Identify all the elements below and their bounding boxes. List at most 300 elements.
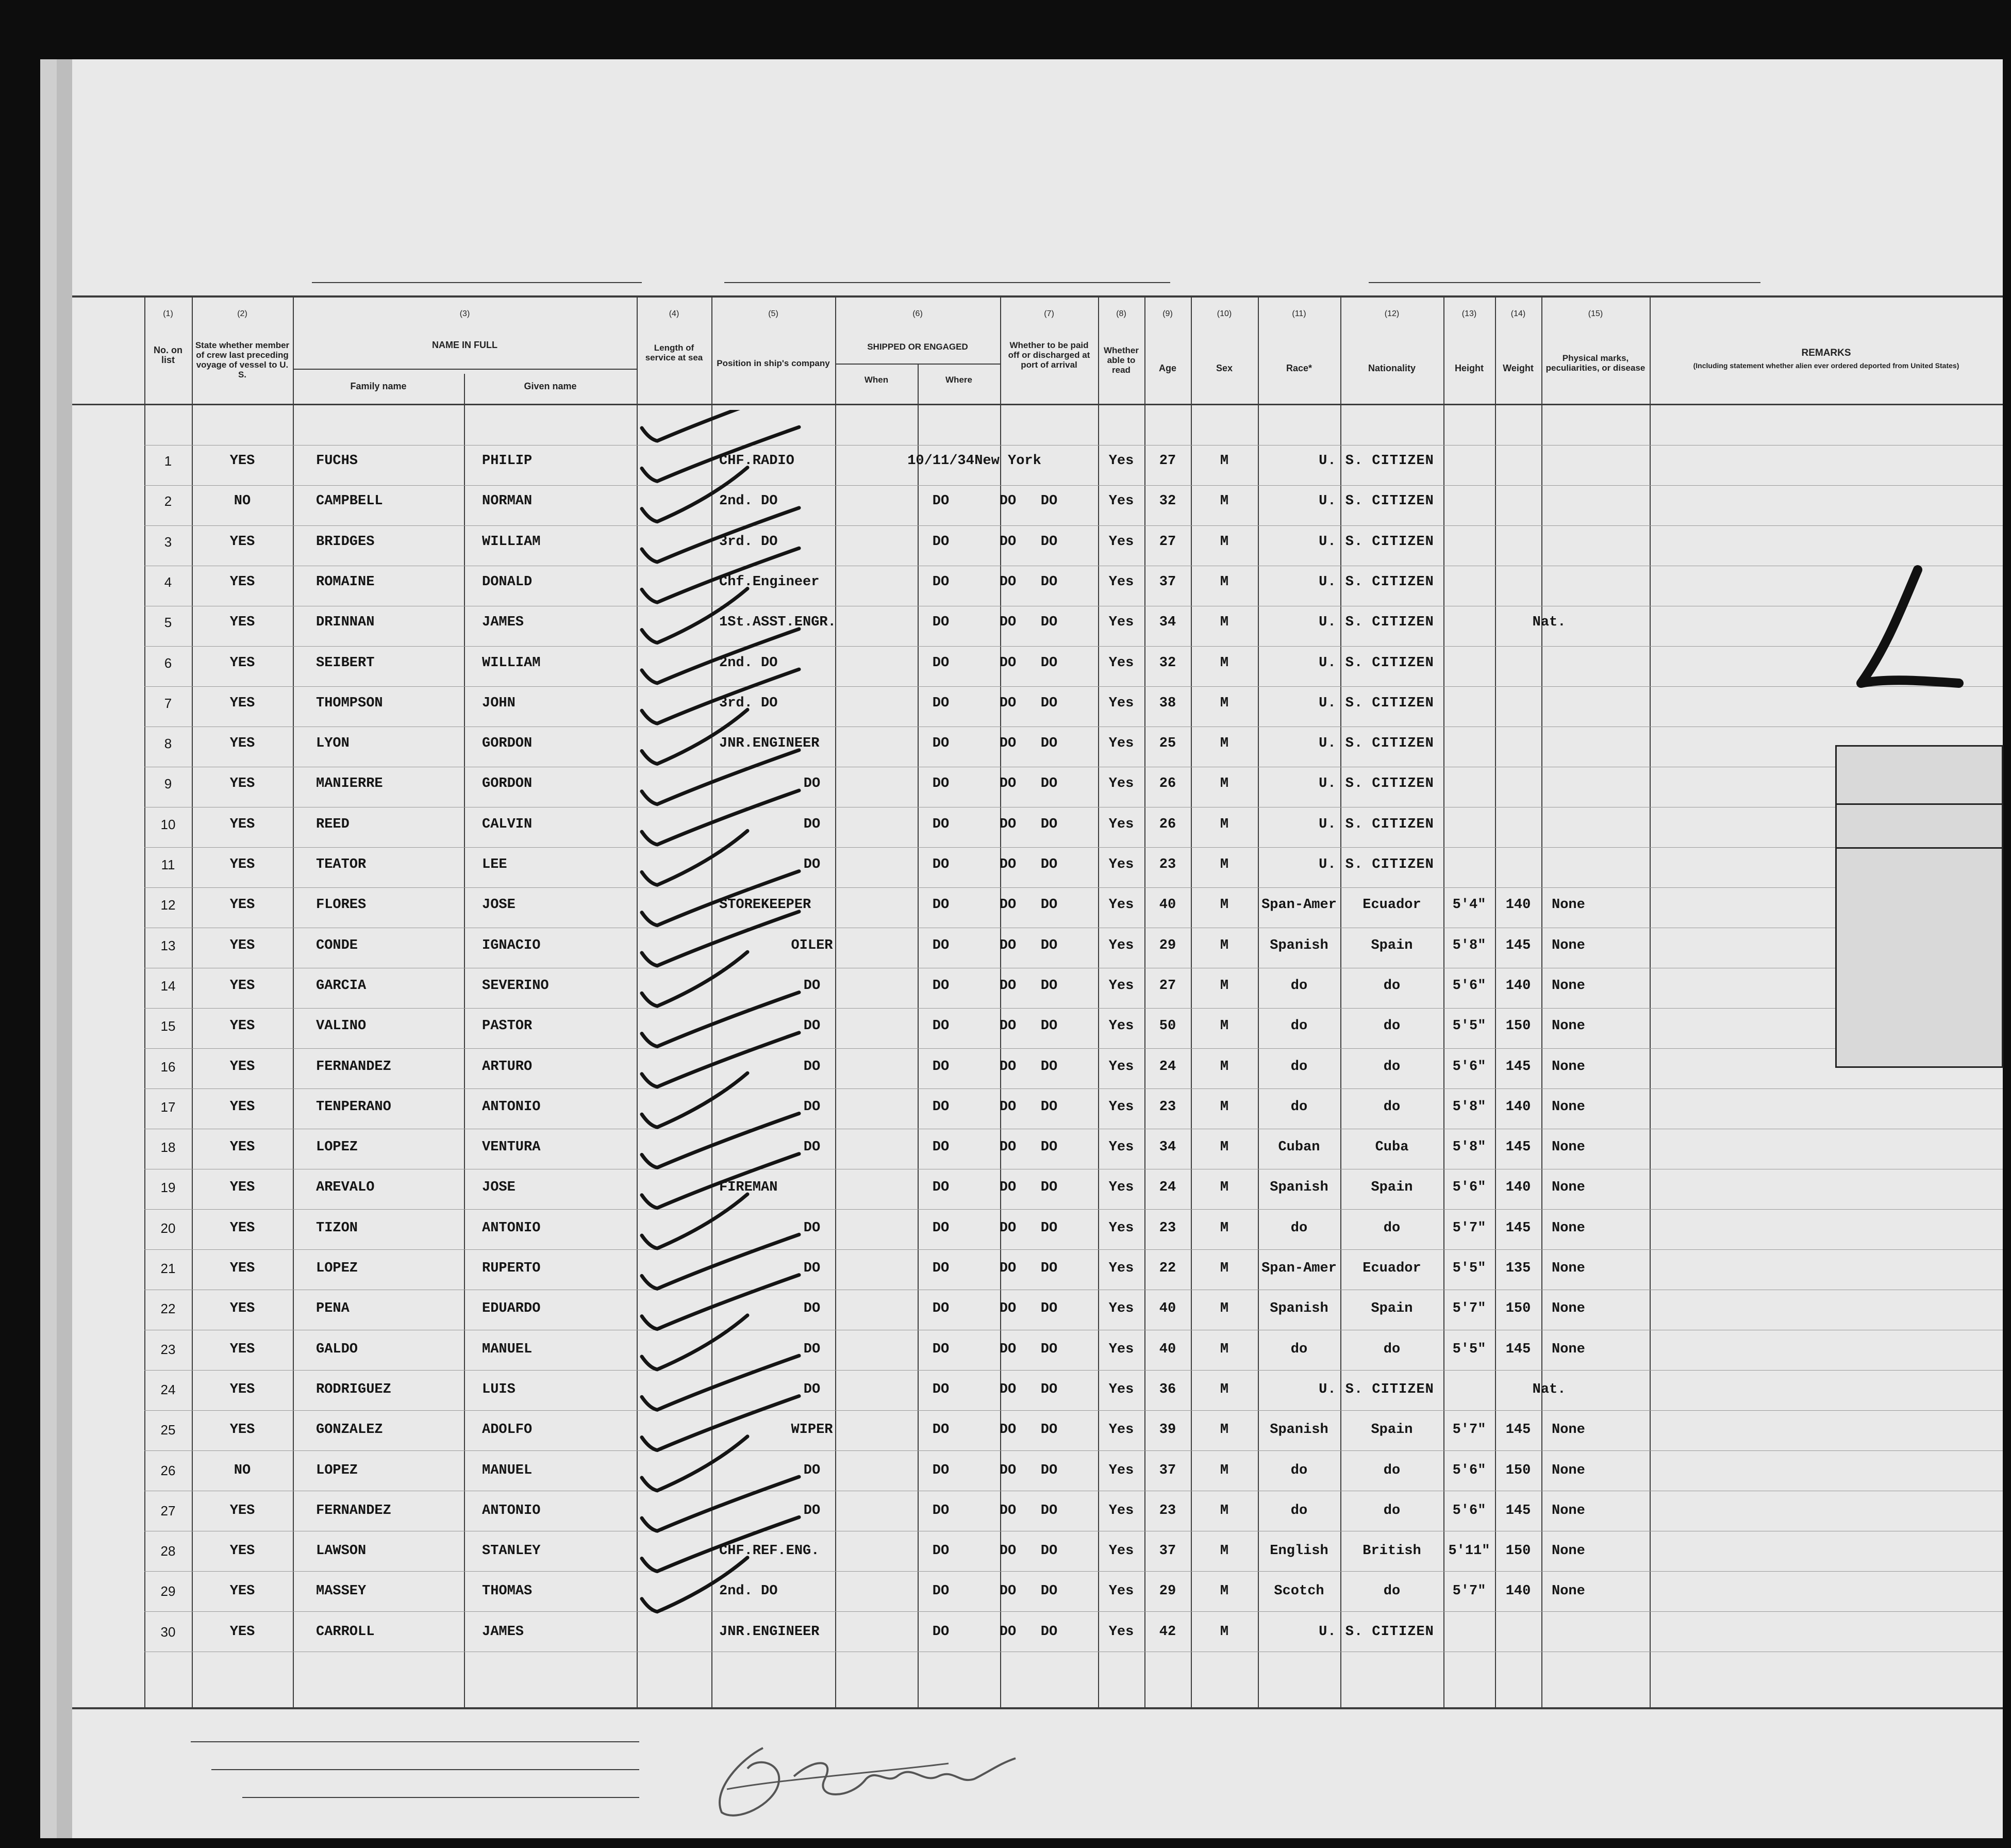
column-number: (6) bbox=[912, 309, 923, 318]
cell-sex: M bbox=[1220, 1301, 1229, 1317]
cell-position: DO bbox=[803, 1503, 821, 1519]
cell-physical: None bbox=[1552, 1503, 1585, 1519]
cell-sex: M bbox=[1220, 615, 1229, 631]
cell-position: DO bbox=[803, 1059, 821, 1075]
cell-no: 21 bbox=[160, 1261, 176, 1276]
checkmark bbox=[642, 1558, 747, 1612]
cell-where: DO bbox=[999, 1301, 1017, 1317]
cell-given: WILLIAM bbox=[482, 534, 541, 550]
cell-given: ARTURO bbox=[482, 1059, 533, 1075]
cell-prev: YES bbox=[229, 1018, 255, 1034]
cell-where: DO bbox=[999, 816, 1017, 832]
cell-sex: M bbox=[1220, 1261, 1229, 1276]
checkmark bbox=[642, 427, 799, 481]
cell-prev: YES bbox=[229, 816, 255, 832]
cell-position: DO bbox=[803, 1220, 821, 1236]
cell-age: 37 bbox=[1159, 574, 1176, 590]
cell-age: 27 bbox=[1159, 978, 1176, 994]
cell-weight: 145 bbox=[1505, 1140, 1531, 1156]
header-age: Age bbox=[1158, 363, 1176, 373]
cell-sex: M bbox=[1220, 1099, 1229, 1115]
cell-paid-off: DO bbox=[1040, 1301, 1058, 1317]
cell-weight: 140 bbox=[1505, 897, 1531, 913]
cell-prev: YES bbox=[229, 1301, 255, 1317]
cell-where: DO bbox=[999, 1180, 1017, 1196]
cell-when: DO bbox=[932, 1503, 950, 1519]
cell-able-read: Yes bbox=[1108, 937, 1134, 953]
cell-given: GORDON bbox=[482, 736, 533, 752]
table-row bbox=[72, 1370, 2003, 1410]
cell-sex: M bbox=[1220, 695, 1229, 711]
cell-when: DO bbox=[932, 857, 950, 872]
cell-height: 5'5" bbox=[1452, 1261, 1486, 1276]
cell-no: 11 bbox=[161, 857, 175, 872]
cell-given: JAMES bbox=[482, 615, 524, 631]
cell-given: NORMAN bbox=[482, 493, 533, 509]
cell-sex: M bbox=[1220, 1140, 1229, 1156]
cell-family: THOMPSON bbox=[316, 695, 383, 711]
cell-no: 28 bbox=[160, 1543, 176, 1559]
table-row bbox=[72, 1047, 2003, 1087]
cell-when: DO bbox=[932, 1140, 950, 1156]
cell-race: Spanish bbox=[1270, 1180, 1328, 1196]
cell-no: 18 bbox=[160, 1140, 176, 1156]
cell-age: 40 bbox=[1159, 897, 1176, 913]
checkmark bbox=[642, 1356, 799, 1410]
cell-prev: YES bbox=[229, 615, 255, 631]
cell-where: DO bbox=[999, 1381, 1017, 1397]
cell-when: DO bbox=[932, 534, 950, 550]
cell-height: 5'6" bbox=[1452, 1180, 1486, 1196]
cell-when: DO bbox=[932, 937, 950, 953]
cell-position: DO bbox=[803, 857, 821, 872]
cell-height: 5'8" bbox=[1452, 1099, 1486, 1115]
cell-able-read: Yes bbox=[1108, 857, 1134, 872]
tally-box bbox=[1835, 745, 2003, 1068]
cell-position: CHF.RADIO bbox=[719, 453, 794, 469]
cell-when: DO bbox=[932, 574, 950, 590]
cell-position: DO bbox=[803, 1341, 821, 1357]
cell-physical: None bbox=[1552, 1180, 1585, 1196]
cell-prev: YES bbox=[229, 1220, 255, 1236]
table-row bbox=[72, 1612, 2003, 1652]
cell-age: 27 bbox=[1159, 453, 1176, 469]
handwritten-mark bbox=[1840, 565, 1969, 699]
cell-where: DO bbox=[999, 1261, 1017, 1276]
cell-weight: 145 bbox=[1505, 1341, 1531, 1357]
cell-given: THOMAS bbox=[482, 1583, 533, 1599]
cell-able-read: Yes bbox=[1108, 615, 1134, 631]
cell-able-read: Yes bbox=[1108, 1381, 1134, 1397]
cell-when: DO bbox=[932, 1301, 950, 1317]
cell-prev: YES bbox=[229, 736, 255, 752]
cell-weight: 140 bbox=[1505, 1180, 1531, 1196]
cell-paid-off: DO bbox=[1040, 736, 1058, 752]
cell-race: do bbox=[1290, 1462, 1308, 1478]
cell-able-read: Yes bbox=[1108, 574, 1134, 590]
cell-position: DO bbox=[803, 1099, 821, 1115]
table-row bbox=[72, 1087, 2003, 1127]
cell-family: LOPEZ bbox=[316, 1261, 358, 1276]
table-row bbox=[72, 1410, 2003, 1450]
cell-nationality: do bbox=[1383, 1220, 1401, 1236]
column-number: (3) bbox=[459, 309, 470, 318]
cell-given: LUIS bbox=[482, 1381, 516, 1397]
cell-family: MANIERRE bbox=[316, 776, 383, 792]
checkmark bbox=[642, 629, 799, 683]
cell-prev: YES bbox=[229, 857, 255, 872]
cell-race: U. S. CITIZEN bbox=[1319, 816, 1434, 832]
cell-able-read: Yes bbox=[1108, 736, 1134, 752]
cell-age: 39 bbox=[1159, 1422, 1176, 1438]
cell-given: ANTONIO bbox=[482, 1099, 541, 1115]
cell-sex: M bbox=[1220, 776, 1229, 792]
table-row bbox=[72, 764, 2003, 804]
cell-physical: None bbox=[1552, 1301, 1585, 1317]
cell-nationality: Spain bbox=[1371, 937, 1413, 953]
cell-prev: YES bbox=[229, 1341, 255, 1357]
column-number: (9) bbox=[1162, 309, 1173, 318]
cell-where: DO bbox=[999, 937, 1017, 953]
cell-age: 32 bbox=[1159, 493, 1176, 509]
header-physical: Physical marks, peculiarities, or disease bbox=[1545, 353, 1646, 373]
cell-paid-off: DO bbox=[1040, 857, 1058, 872]
cell-family: TIZON bbox=[316, 1220, 358, 1236]
cell-age: 38 bbox=[1159, 695, 1176, 711]
cell-family: MASSEY bbox=[316, 1583, 367, 1599]
cell-family: GONZALEZ bbox=[316, 1422, 383, 1438]
cell-nationality: Ecuador bbox=[1362, 1261, 1421, 1276]
cell-age: 23 bbox=[1159, 1099, 1176, 1115]
cell-when: DO bbox=[932, 1220, 950, 1236]
checkmark bbox=[642, 669, 799, 723]
cell-when: DO bbox=[932, 655, 950, 671]
cell-age: 23 bbox=[1159, 1220, 1176, 1236]
cell-height: 5'6" bbox=[1452, 978, 1486, 994]
table-row bbox=[72, 1006, 2003, 1046]
cell-age: 50 bbox=[1159, 1018, 1176, 1034]
cell-physical: None bbox=[1552, 1099, 1585, 1115]
cell-given: SEVERINO bbox=[482, 978, 549, 994]
cell-no: 12 bbox=[160, 897, 176, 913]
cell-prev: YES bbox=[229, 534, 255, 550]
cell-where: DO bbox=[999, 1341, 1017, 1357]
cell-able-read: Yes bbox=[1108, 1220, 1134, 1236]
cell-nationality: Spain bbox=[1371, 1180, 1413, 1196]
cell-able-read: Yes bbox=[1108, 1180, 1134, 1196]
cell-paid-off: DO bbox=[1040, 1503, 1058, 1519]
cell-when: DO bbox=[932, 1543, 950, 1559]
cell-prev: YES bbox=[229, 937, 255, 953]
cell-race: Span-Amer bbox=[1261, 897, 1337, 913]
cell-no: 19 bbox=[160, 1180, 176, 1196]
cell-prev: YES bbox=[229, 453, 255, 469]
cell-family: FERNANDEZ bbox=[316, 1059, 391, 1075]
cell-when: DO bbox=[932, 1341, 950, 1357]
cell-given: PASTOR bbox=[482, 1018, 533, 1034]
cell-position: 2nd. DO bbox=[719, 1583, 778, 1599]
cell-family: ROMAINE bbox=[316, 574, 375, 590]
cell-height: 5'6" bbox=[1452, 1059, 1486, 1075]
cell-age: 24 bbox=[1159, 1180, 1176, 1196]
cell-where: DO bbox=[999, 1140, 1017, 1156]
table-row bbox=[72, 723, 2003, 764]
header-able-read: Whether able to read bbox=[1104, 345, 1139, 375]
cell-age: 40 bbox=[1159, 1341, 1176, 1357]
cell-prev: YES bbox=[229, 1503, 255, 1519]
cell-weight: 145 bbox=[1505, 937, 1531, 953]
cell-no: 8 bbox=[164, 736, 172, 752]
cell-sex: M bbox=[1220, 1341, 1229, 1357]
cell-prev: YES bbox=[229, 1422, 255, 1438]
cell-given: LEE bbox=[482, 857, 507, 872]
header-height: Height bbox=[1455, 363, 1484, 373]
table-row bbox=[72, 1491, 2003, 1531]
cell-when: DO bbox=[932, 615, 950, 631]
cell-paid-off: DO bbox=[1040, 1462, 1058, 1478]
checkmark bbox=[642, 1315, 747, 1370]
cell-able-read: Yes bbox=[1108, 655, 1134, 671]
cell-prev: YES bbox=[229, 1059, 255, 1075]
cell-paid-off: DO bbox=[1040, 897, 1058, 913]
cell-age: 32 bbox=[1159, 655, 1176, 671]
cell-race: U. S. CITIZEN bbox=[1319, 857, 1434, 872]
cell-age: 26 bbox=[1159, 776, 1176, 792]
cell-position: OILER bbox=[791, 937, 833, 953]
cell-sex: M bbox=[1220, 534, 1229, 550]
cell-physical: None bbox=[1552, 978, 1585, 994]
cell-prev: YES bbox=[229, 1543, 255, 1559]
checkmark bbox=[642, 912, 799, 966]
header-race: Race* bbox=[1286, 363, 1312, 373]
cell-given: JOSE bbox=[482, 897, 516, 913]
cell-race: English bbox=[1270, 1543, 1328, 1559]
cell-physical: None bbox=[1552, 1583, 1585, 1599]
cell-position: WIPER bbox=[791, 1422, 833, 1438]
cell-no: 27 bbox=[160, 1503, 176, 1519]
cell-nationality: Spain bbox=[1371, 1422, 1413, 1438]
checkmark bbox=[642, 1396, 799, 1450]
cell-age: 23 bbox=[1159, 1503, 1176, 1519]
cell-height: 5'7" bbox=[1452, 1220, 1486, 1236]
cell-prev: YES bbox=[229, 1180, 255, 1196]
cell-height: 5'7" bbox=[1452, 1422, 1486, 1438]
checkmark bbox=[642, 871, 799, 926]
cell-physical: None bbox=[1552, 1543, 1585, 1559]
cell-prev: YES bbox=[229, 695, 255, 711]
table-row bbox=[72, 602, 2003, 642]
cell-sex: M bbox=[1220, 1624, 1229, 1640]
cell-prev: YES bbox=[229, 1381, 255, 1397]
cell-nationality: do bbox=[1383, 978, 1401, 994]
checkmark bbox=[642, 589, 747, 643]
cell-nationality: Nat. bbox=[1532, 1381, 1566, 1397]
header-weight: Weight bbox=[1503, 363, 1534, 373]
cell-nationality: Ecuador bbox=[1362, 897, 1421, 913]
cell-when: DO bbox=[932, 897, 950, 913]
cell-height: 5'8" bbox=[1452, 1140, 1486, 1156]
cell-given: IGNACIO bbox=[482, 937, 541, 953]
checkmark bbox=[642, 1234, 799, 1289]
header-paid-off: Whether to be paid off or discharged at port of arrival bbox=[1008, 340, 1090, 370]
cell-height: 5'7" bbox=[1452, 1583, 1486, 1599]
checkmark bbox=[642, 1113, 799, 1167]
cell-position: DO bbox=[803, 978, 821, 994]
table-row bbox=[72, 1571, 2003, 1611]
cell-prev: YES bbox=[229, 1140, 255, 1156]
cell-weight: 145 bbox=[1505, 1503, 1531, 1519]
cell-paid-off: DO bbox=[1040, 695, 1058, 711]
column-number: (2) bbox=[237, 309, 247, 318]
header-position: Position in ship's company bbox=[717, 358, 830, 368]
cell-race: U. S. CITIZEN bbox=[1319, 1624, 1434, 1640]
cell-prev: YES bbox=[229, 1583, 255, 1599]
cell-sex: M bbox=[1220, 897, 1229, 913]
cell-paid-off: DO bbox=[1040, 1140, 1058, 1156]
cell-able-read: Yes bbox=[1108, 1624, 1134, 1640]
cell-family: DRINNAN bbox=[316, 615, 375, 631]
cell-given: ADOLFO bbox=[482, 1422, 533, 1438]
cell-no: 16 bbox=[160, 1059, 176, 1075]
cell-able-read: Yes bbox=[1108, 695, 1134, 711]
header-when: When bbox=[864, 375, 889, 385]
cell-prev: YES bbox=[229, 897, 255, 913]
cell-nationality: Nat. bbox=[1532, 615, 1566, 631]
cell-family: TEATOR bbox=[316, 857, 367, 872]
cell-age: 34 bbox=[1159, 615, 1176, 631]
cell-paid-off: DO bbox=[1040, 1180, 1058, 1196]
cell-weight: 145 bbox=[1505, 1059, 1531, 1075]
cell-prev: YES bbox=[229, 1624, 255, 1640]
cell-when: DO bbox=[932, 776, 950, 792]
cell-able-read: Yes bbox=[1108, 1422, 1134, 1438]
header-nationality: Nationality bbox=[1368, 363, 1416, 373]
table-row bbox=[72, 966, 2003, 1006]
cell-nationality: do bbox=[1383, 1341, 1401, 1357]
cell-physical: None bbox=[1552, 897, 1585, 913]
cell-physical: None bbox=[1552, 1261, 1585, 1276]
cell-family: GARCIA bbox=[316, 978, 367, 994]
cell-sex: M bbox=[1220, 574, 1229, 590]
cell-no: 7 bbox=[164, 695, 172, 711]
table-row bbox=[72, 1167, 2003, 1208]
checkmark bbox=[642, 508, 799, 562]
column-number: (7) bbox=[1044, 309, 1054, 318]
cell-race: U. S. CITIZEN bbox=[1319, 615, 1434, 631]
cell-race: U. S. CITIZEN bbox=[1319, 1381, 1434, 1397]
cell-paid-off: DO bbox=[1040, 978, 1058, 994]
cell-sex: M bbox=[1220, 978, 1229, 994]
cell-when: DO bbox=[932, 1381, 950, 1397]
cell-position: DO bbox=[803, 1462, 821, 1478]
cell-race: Spanish bbox=[1270, 937, 1328, 953]
cell-race: Spanish bbox=[1270, 1301, 1328, 1317]
cell-family: FERNANDEZ bbox=[316, 1503, 391, 1519]
cell-race: U. S. CITIZEN bbox=[1319, 453, 1434, 469]
table-row bbox=[72, 683, 2003, 723]
table-row bbox=[72, 926, 2003, 966]
cell-prev: YES bbox=[229, 1261, 255, 1276]
cell-able-read: Yes bbox=[1108, 453, 1134, 469]
cell-height: 5'8" bbox=[1452, 937, 1486, 953]
cell-nationality: do bbox=[1383, 1583, 1401, 1599]
cell-where: DO bbox=[999, 736, 1017, 752]
checkmark bbox=[642, 710, 747, 764]
cell-sex: M bbox=[1220, 1503, 1229, 1519]
cell-where: DO bbox=[999, 857, 1017, 872]
cell-age: 36 bbox=[1159, 1381, 1176, 1397]
cell-height: 5'7" bbox=[1452, 1301, 1486, 1317]
cell-when: DO bbox=[932, 1059, 950, 1075]
cell-nationality: British bbox=[1362, 1543, 1421, 1559]
cell-able-read: Yes bbox=[1108, 897, 1134, 913]
cell-where: DO bbox=[999, 897, 1017, 913]
cell-prev: YES bbox=[229, 574, 255, 590]
cell-when: DO bbox=[932, 1583, 950, 1599]
cell-no: 1 bbox=[164, 453, 172, 469]
cell-position: JNR.ENGINEER bbox=[719, 1624, 820, 1640]
cell-able-read: Yes bbox=[1108, 816, 1134, 832]
cell-prev: NO bbox=[234, 1462, 251, 1478]
checkmark bbox=[642, 468, 747, 522]
cell-when: DO bbox=[932, 816, 950, 832]
table-row bbox=[72, 1127, 2003, 1167]
cell-when: 10/11/34 bbox=[907, 453, 974, 469]
cell-where: DO bbox=[999, 1220, 1017, 1236]
cell-given: RUPERTO bbox=[482, 1261, 541, 1276]
cell-position: CHF.REF.ENG. bbox=[719, 1543, 820, 1559]
cell-given: WILLIAM bbox=[482, 655, 541, 671]
cell-family: RODRIGUEZ bbox=[316, 1381, 391, 1397]
cell-family: CONDE bbox=[316, 937, 358, 953]
cell-position: DO bbox=[803, 1018, 821, 1034]
cell-position: DO bbox=[803, 1261, 821, 1276]
table-row bbox=[72, 1248, 2003, 1289]
cell-when: DO bbox=[932, 1099, 950, 1115]
cell-family: SEIBERT bbox=[316, 655, 375, 671]
cell-no: 6 bbox=[164, 655, 172, 671]
cell-where: DO bbox=[999, 1018, 1017, 1034]
cell-where: DO bbox=[999, 1059, 1017, 1075]
cell-family: VALINO bbox=[316, 1018, 367, 1034]
cell-family: PENA bbox=[316, 1301, 350, 1317]
cell-weight: 140 bbox=[1505, 978, 1531, 994]
cell-sex: M bbox=[1220, 937, 1229, 953]
cell-able-read: Yes bbox=[1108, 534, 1134, 550]
cell-paid-off: DO bbox=[1040, 615, 1058, 631]
cell-sex: M bbox=[1220, 1422, 1229, 1438]
checkmark bbox=[642, 1033, 799, 1087]
header-given-name: Given name bbox=[524, 381, 577, 391]
cell-able-read: Yes bbox=[1108, 1503, 1134, 1519]
cell-sex: M bbox=[1220, 816, 1229, 832]
cell-position: DO bbox=[803, 1140, 821, 1156]
cell-family: AREVALO bbox=[316, 1180, 375, 1196]
cell-given: STANLEY bbox=[482, 1543, 541, 1559]
cell-race: do bbox=[1290, 1220, 1308, 1236]
cell-family: LOPEZ bbox=[316, 1462, 358, 1478]
cell-height: 5'5" bbox=[1452, 1018, 1486, 1034]
cell-where: DO bbox=[999, 1543, 1017, 1559]
cell-age: 40 bbox=[1159, 1301, 1176, 1317]
cell-no: 5 bbox=[164, 615, 172, 631]
checkmark bbox=[642, 790, 799, 845]
cell-sex: M bbox=[1220, 493, 1229, 509]
cell-given: DONALD bbox=[482, 574, 533, 590]
cell-where: DO bbox=[999, 1099, 1017, 1115]
cell-race: do bbox=[1290, 1099, 1308, 1115]
cell-where: DO bbox=[999, 655, 1017, 671]
